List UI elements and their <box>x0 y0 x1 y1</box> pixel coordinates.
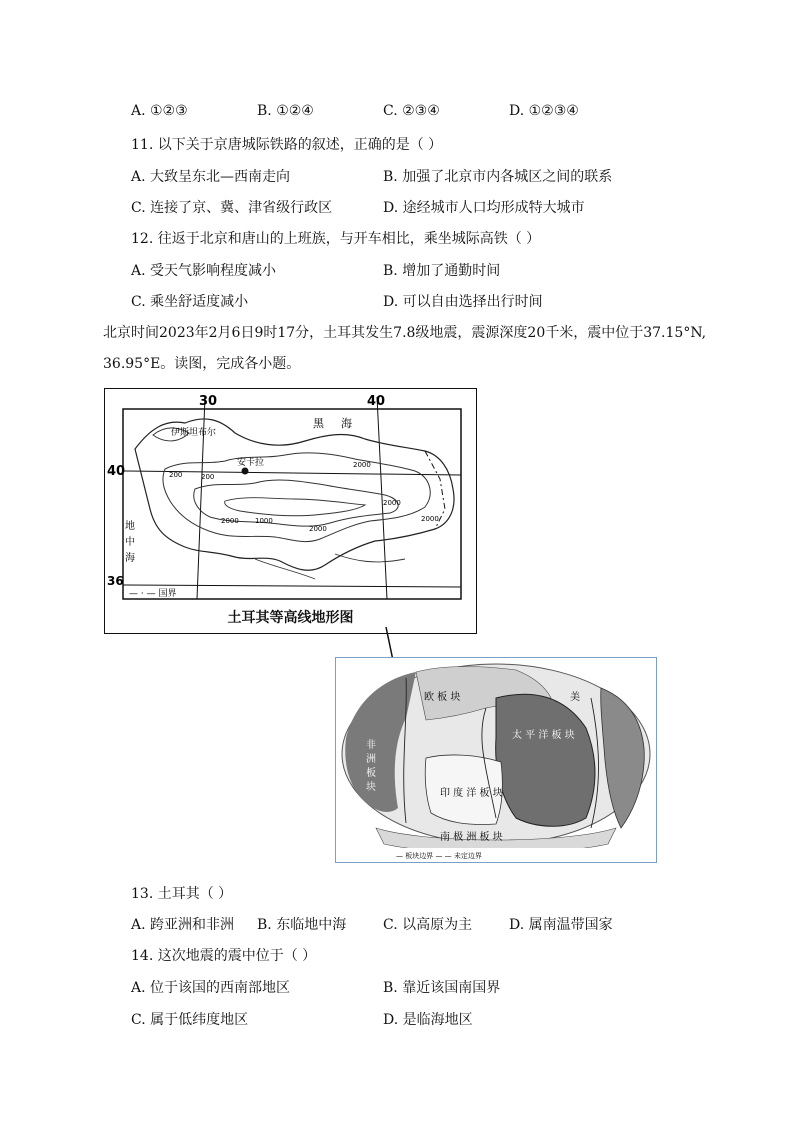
contour-label: 2000 <box>383 499 401 507</box>
q14-option-d: D. 是临海地区 <box>383 1012 473 1028</box>
label-black-1: 黑 <box>313 417 324 430</box>
label-africa-3: 板 <box>366 768 376 779</box>
plate-antarctic: 南 极 洲 板 块 <box>440 832 503 843</box>
q14-stem: 14. 这次地震的震中位于（ ） <box>131 948 317 964</box>
q11-option-c: C. 连接了京、冀、津省级行政区 <box>131 200 333 216</box>
label-black-2: 海 <box>341 417 352 430</box>
q10-option-a: A. ①②③ <box>131 103 188 119</box>
plate-pacific: 太 平 洋 板 块 <box>512 730 575 741</box>
q13-option-c: C. 以高原为主 <box>383 917 473 933</box>
q11-option-b: B. 加强了北京市内各城区之间的联系 <box>383 169 613 185</box>
intro-line-1: 北京时间2023年2月6日9时17分，土耳其发生7.8级地震，震源深度20千米，震中位于37.15°N, <box>103 325 707 341</box>
plate-eurasian: 欧 板 块 <box>424 692 461 703</box>
world-plates-map <box>335 657 657 863</box>
contour-label: 200 <box>169 471 183 479</box>
lat-label-36: 36 <box>107 574 124 588</box>
label-ankara: 安卡拉 <box>237 458 265 468</box>
contour-label: 2000 <box>309 525 327 533</box>
label-istanbul: 伊斯坦布尔 <box>171 428 217 438</box>
lat-label-40: 40 <box>107 464 126 479</box>
q10-option-d: D. ①②③④ <box>509 103 579 119</box>
lon-label-40: 40 <box>367 394 386 409</box>
q13-option-a: A. 跨亚洲和非洲 <box>131 917 235 933</box>
plate-indian: 印 度 洋 板 块 <box>440 788 503 799</box>
turkey-contour-map <box>104 388 477 634</box>
q12-option-d: D. 可以自由选择出行时间 <box>383 294 543 310</box>
plates-legend: — 板块边界 — — 未定边界 <box>396 852 482 860</box>
q14-option-b: B. 靠近该国南国界 <box>383 980 501 996</box>
q13-stem: 13. 土耳其（ ） <box>131 886 233 902</box>
label-med-2: 中 <box>125 537 135 548</box>
contour-label: 2000 <box>353 461 371 469</box>
map1-caption: 土耳其等高线地形图 <box>227 610 354 626</box>
contour-label: 2000 <box>421 515 439 523</box>
q11-option-a: A. 大致呈东北—西南走向 <box>131 169 291 185</box>
contour-label: 200 <box>201 473 215 481</box>
label-africa-1: 非 <box>366 740 376 751</box>
intro-line-2: 36.95°E。读图，完成各小题。 <box>103 356 301 372</box>
contour-label: 2000 <box>221 517 239 525</box>
label-med-3: 海 <box>125 553 135 564</box>
q11-option-d: D. 途经城市人口均形成特大城市 <box>383 200 585 216</box>
q13-option-d: D. 属南温带国家 <box>509 917 613 933</box>
q13-option-b: B. 东临地中海 <box>257 917 347 933</box>
label-america: 美 <box>570 692 580 703</box>
label-med-1: 地 <box>125 521 135 532</box>
q10-option-c: C. ②③④ <box>383 103 440 119</box>
q11-stem: 11. 以下关于京唐城际铁路的叙述，正确的是（ ） <box>131 137 443 153</box>
q12-option-a: A. 受天气影响程度减小 <box>131 263 277 279</box>
q14-option-a: A. 位于该国的西南部地区 <box>131 980 291 996</box>
lon-label-30: 30 <box>199 394 218 409</box>
q12-option-b: B. 增加了通勤时间 <box>383 263 501 279</box>
label-africa-2: 洲 <box>366 754 376 765</box>
q10-option-b: B. ①②④ <box>257 103 314 119</box>
contour-label: 1000 <box>255 517 273 525</box>
q12-stem: 12. 往返于北京和唐山的上班族，与开车相比，乘坐城际高铁（ ） <box>131 231 541 247</box>
label-africa-4: 块 <box>366 782 376 793</box>
q14-option-c: C. 属于低纬度地区 <box>131 1012 249 1028</box>
q12-option-c: C. 乘坐舒适度减小 <box>131 294 249 310</box>
border-legend: — · — 国界 <box>129 589 177 599</box>
